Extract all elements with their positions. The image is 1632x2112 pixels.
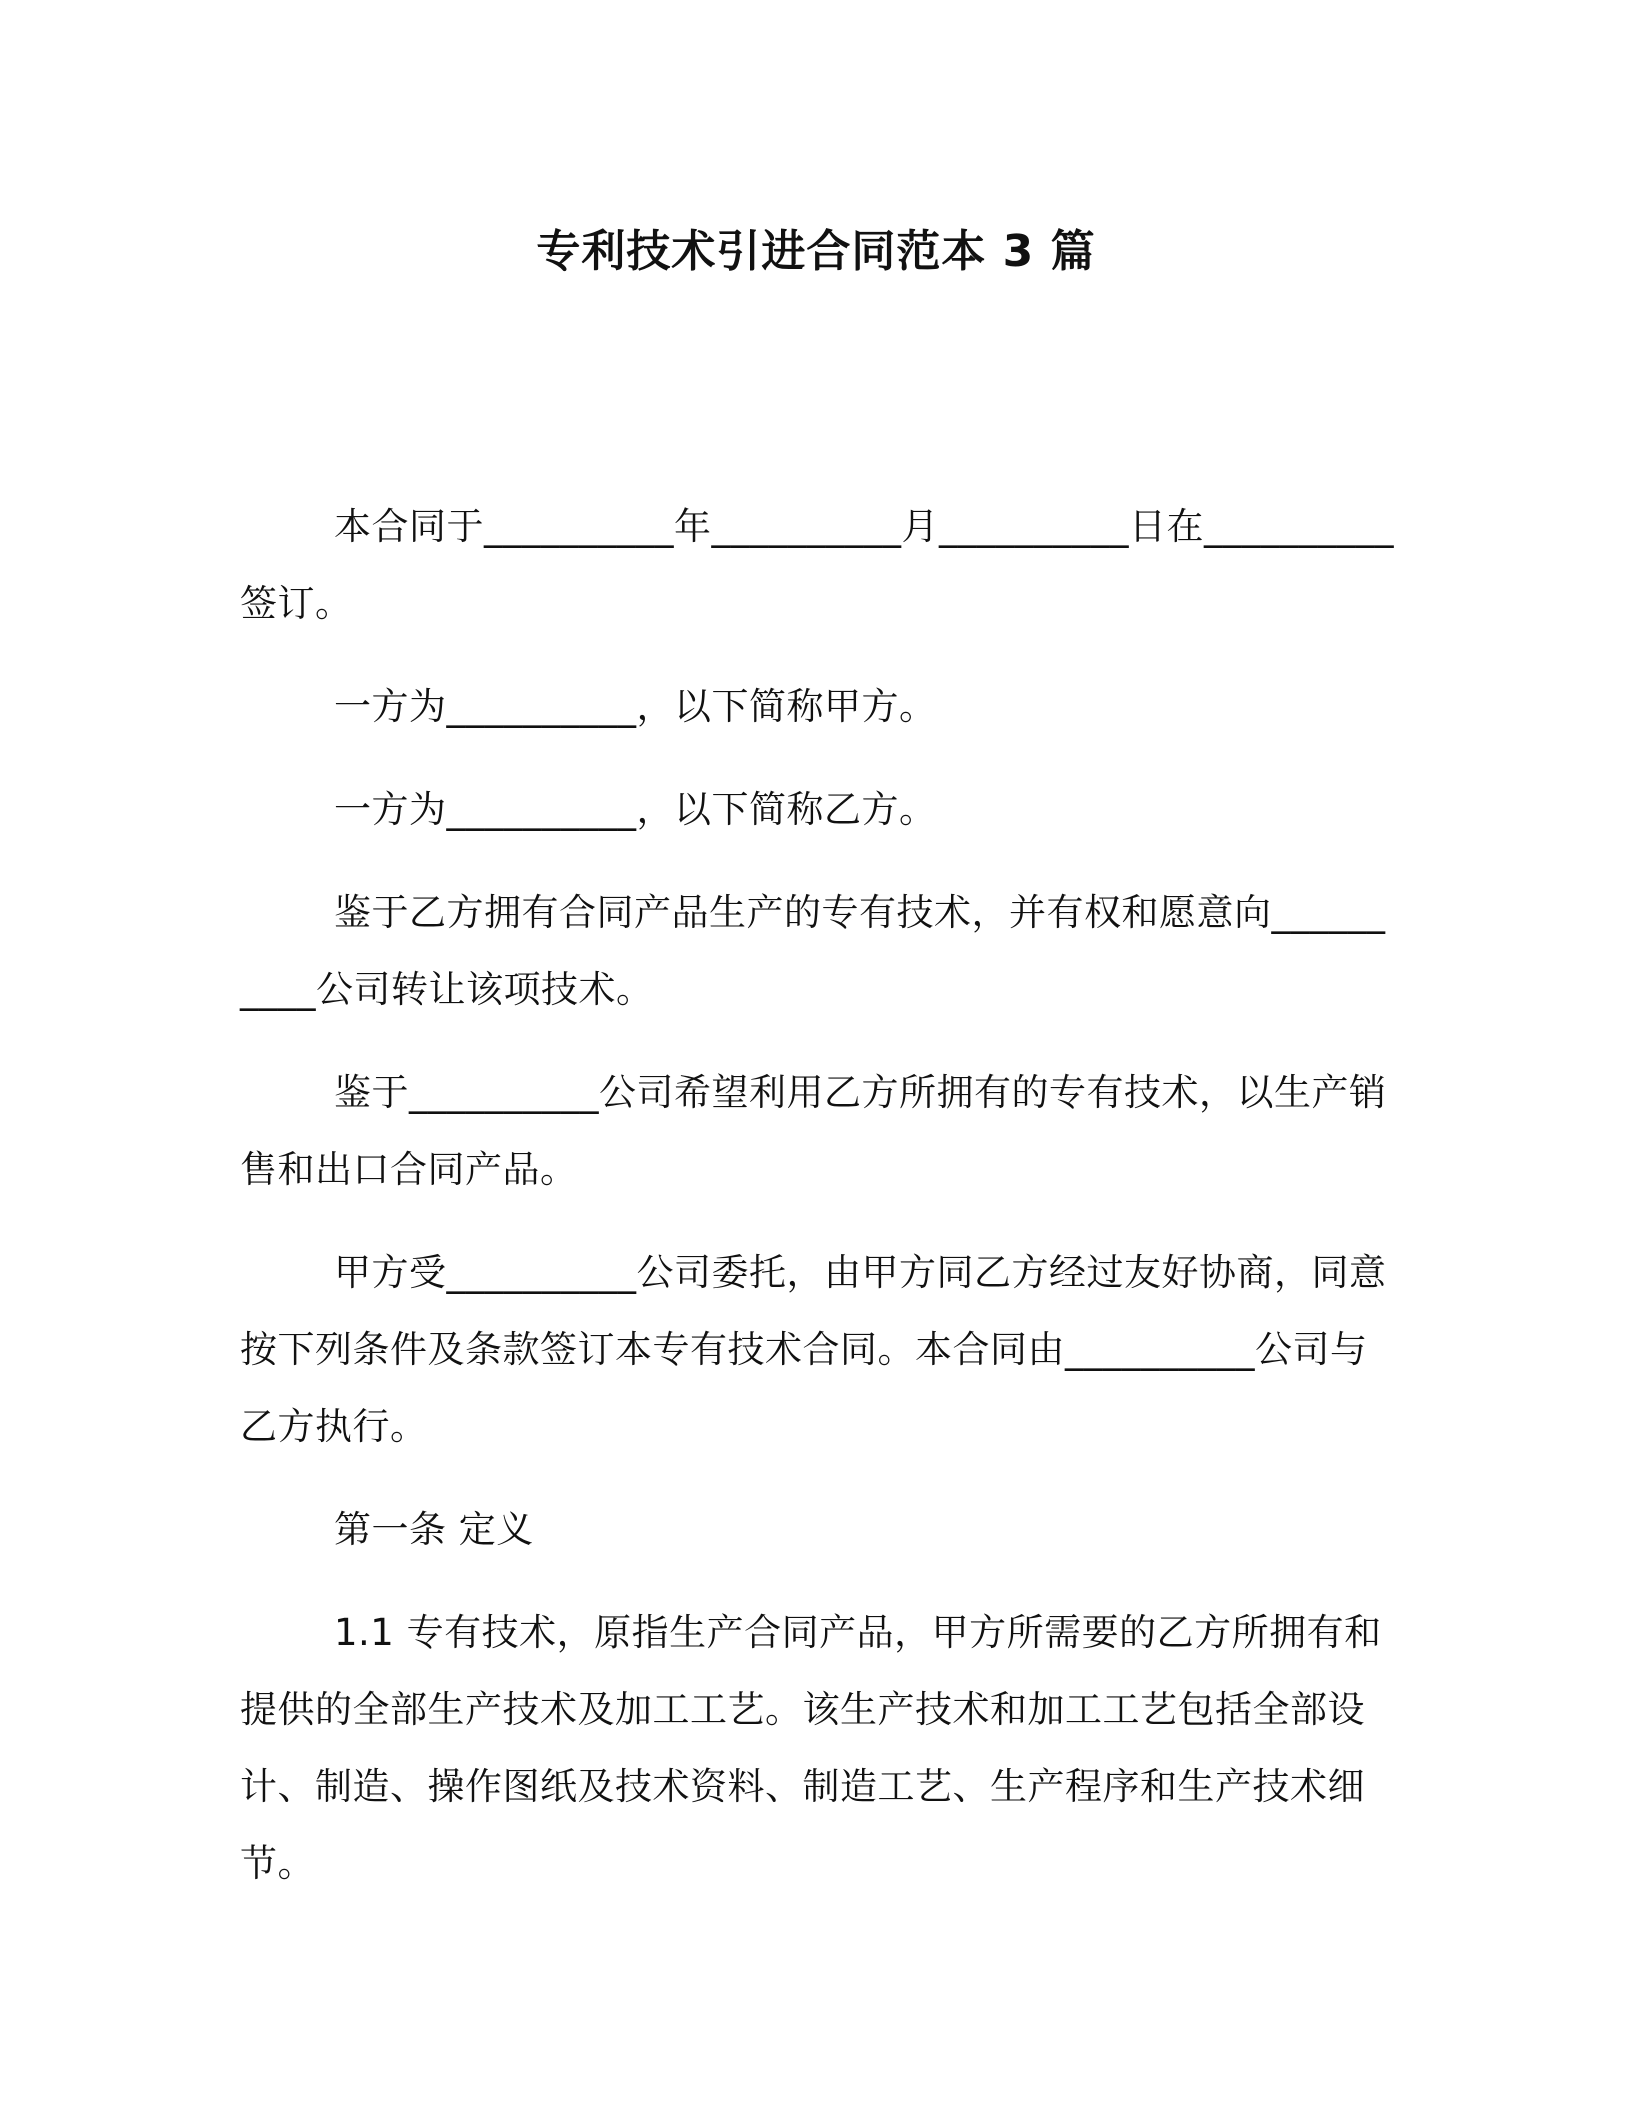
paragraph-recital-3: 甲方受__________公司委托，由甲方同乙方经过友好协商，同意按下列条件及条款签订本专有技术合同。本合同由__________公司与乙方执行。 [240,1251,1387,1448]
document-body [240,488,1400,1928]
paragraph-signing-date: 本合同于__________年__________月__________日在__________签订。 [240,505,1394,625]
section-heading-article-1: 第一条 定义 [334,1508,534,1551]
paragraph-party-b: 一方为__________，以下简称乙方。 [334,788,937,831]
paragraph-recital-2: 鉴于__________公司希望利用乙方所拥有的专有技术，以生产销售和出口合同产品。 [240,1071,1387,1191]
document-title: 专利技术引进合同范本 3 篇 [536,226,1096,277]
paragraph-recital-1: 鉴于乙方拥有合同产品生产的专有技术，并有权和愿意向__________公司转让该项技术。 [240,891,1386,1011]
paragraph-party-a: 一方为__________，以下简称甲方。 [334,685,937,728]
paragraph-definition-1-1: 1.1 专有技术，原指生产合同产品，甲方所需要的乙方所拥有和提供的全部生产技术及加工工艺。该生产技术和加工工艺包括全部设计、制造、操作图纸及技术资料、制造工艺、生产程序和生产技术细节。 [240,1611,1382,1885]
